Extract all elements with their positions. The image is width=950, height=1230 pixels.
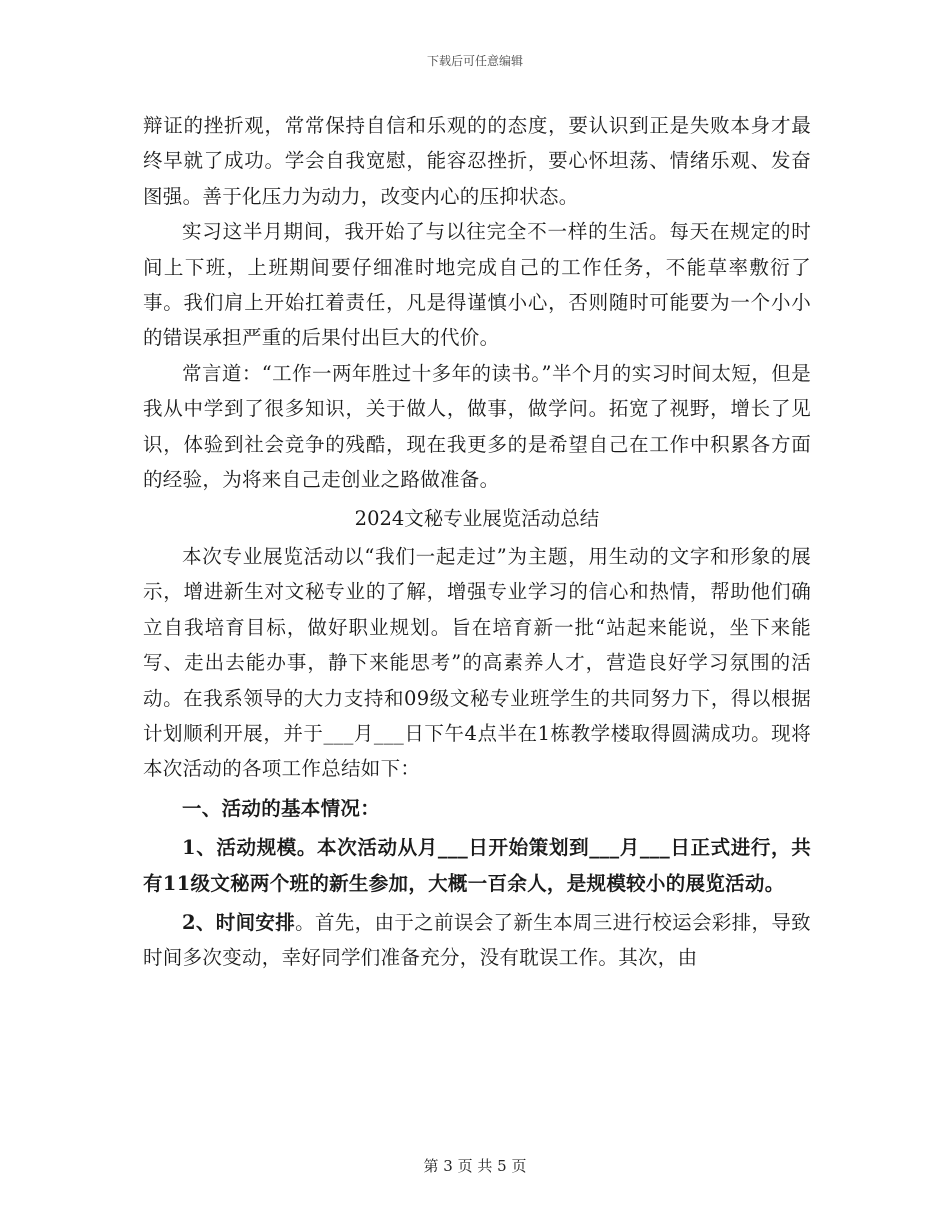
section-heading-basic-info: 一、活动的基本情况： bbox=[182, 796, 381, 820]
document-body bbox=[143, 108, 811, 976]
paragraph-intro: 本次专业展览活动以“我们一起走过”为主题，用生动的文字和形象的展示，增进新生对文秘专业的了解，增强专业学习的信心和热情，帮助他们确立自我培育目标，做好职业规划。旨在培育新一批“站起来能说，坐下来能写、走出去能办事，静下来能思考”的高素养人才，营造良好学习氛围的活动。在我系领导的大力支持和09级文秘专业班学生的共同努力下，得以根据计划顺利开展，并于___月___日下午4点半在1栋教学楼取得圆满成功。现将本次活动的各项工作总结如下： bbox=[143, 544, 811, 781]
page-header: 下载后可任意编辑 bbox=[426, 54, 523, 68]
paragraph-internship: 实习这半月期间，我开始了与以往完全不一样的生活。每天在规定的时间上下班，上班期间要仔细准时地完成自己的工作任务，不能草率敷衍了事。我们肩上开始扛着责任，凡是得谨慎小心，否则随时可能要为一个小小的错误承担严重的后果付出巨大的代价。 bbox=[143, 220, 811, 350]
item-time-arrangement bbox=[143, 905, 811, 976]
document-title: 2024文秘专业展览活动总结 bbox=[354, 507, 600, 531]
paragraph-saying: 常言道：“工作一两年胜过十多年的读书。”半个月的实习时间太短，但是我从中学到了很多知识，关于做人，做事，做学问。拓宽了视野，增长了见识，体验到社会竞争的残酷，现在我更多的是希望自己在工作中积累各方面的经验，为将来自己走创业之路做准备。 bbox=[143, 361, 811, 492]
item-activity-scale: 1、活动规模。本次活动从月___日开始策划到___月___日正式进行，共有11级文秘两个班的新生参加，大概一百余人，是规模较小的展览活动。 bbox=[143, 836, 811, 895]
item-time-label: 2、时间安排 bbox=[182, 910, 296, 934]
paragraph-continuation: 辩证的挫折观，常常保持自信和乐观的的态度，要认识到正是失败本身才最终早就了成功。学会自我宽慰，能容忍挫折，要心怀坦荡、情绪乐观、发奋图强。善于化压力为动力，改变内心的压抑状态。 bbox=[143, 114, 811, 208]
item-time-text: 。首先，由于之前误会了新生本周三进行校运会彩排，导致时间多次变动，幸好同学们准备充分，没有耽误工作。其次，由 bbox=[143, 910, 811, 970]
page-footer: 第 3 页 共 5 页 bbox=[423, 1157, 527, 1175]
